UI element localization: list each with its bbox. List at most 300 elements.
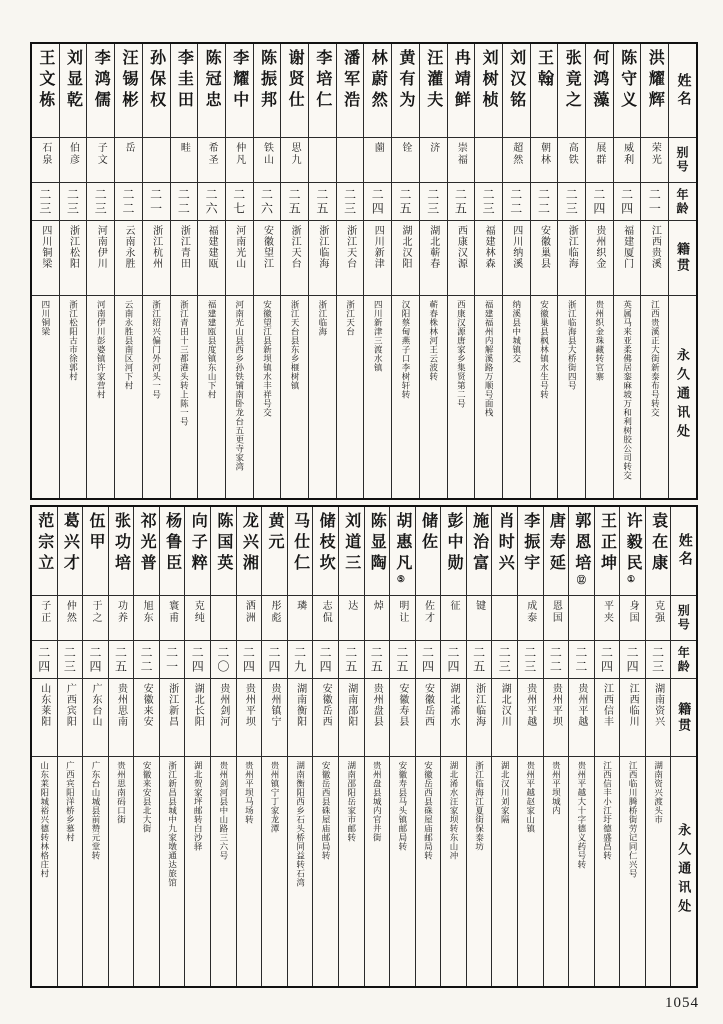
entry-alias: [226, 137, 253, 182]
entry-alias-text: 焯: [371, 600, 383, 612]
entry-age-text: 二七: [231, 187, 246, 216]
entry-age: [416, 640, 441, 678]
entry-address: [185, 756, 210, 986]
entry-origin: [87, 220, 114, 295]
entry-address: [646, 756, 671, 986]
entry-origin-text: 湖南资兴: [652, 683, 664, 727]
entry-origin-text: 浙江临海: [566, 225, 578, 269]
entry-column: [557, 44, 585, 498]
entry-name-text: 范宗立: [35, 512, 53, 575]
entry-origin-text: 安徽寿县: [396, 683, 408, 727]
entry-name-text: 向子粹: [189, 512, 207, 575]
entry-age: [185, 640, 210, 678]
entry-age: [32, 640, 57, 678]
entry-name-text: 何鸿藻: [590, 49, 608, 112]
entry-address: [467, 756, 492, 986]
entry-origin-text: 四川铜梁: [39, 225, 51, 269]
entry-origin-text: 湖南邵阳: [345, 683, 357, 727]
entry-address: [558, 295, 585, 498]
entry-origin-text: 福建林森: [483, 225, 495, 269]
entry-age: [134, 640, 159, 678]
entry-name: [595, 507, 620, 595]
entry-alias-text: 键: [473, 600, 485, 612]
entry-address: [531, 295, 558, 498]
entry-address: [226, 295, 253, 498]
entry-alias: [492, 595, 517, 640]
entry-name: [339, 507, 364, 595]
entry-origin: [365, 678, 390, 756]
entry-alias-text: 寰甫: [166, 600, 178, 624]
entry-origin-text: 福建厦门: [621, 225, 633, 269]
entry-alias: [262, 595, 287, 640]
entry-address-text: 浙江天台县东乡榧树镇: [290, 300, 301, 390]
entry-alias-text: 朝林: [538, 142, 550, 166]
entry-age-text: 二二: [176, 187, 191, 216]
entry-name-text: 汪锡彬: [119, 49, 137, 112]
entry-address-text: 贵州思南码口街: [116, 761, 127, 824]
entry-address: [503, 295, 530, 498]
entry-alias: [365, 595, 390, 640]
entry-age-text: 二四: [619, 187, 634, 216]
entry-name-text: 马仕仁: [291, 512, 309, 575]
entry-age-text: 二三: [564, 187, 579, 216]
entry-name: [390, 507, 415, 595]
entry-name: [392, 44, 419, 137]
entry-address: [392, 295, 419, 498]
entry-age: [518, 640, 543, 678]
column-header-alias-text: 别号: [676, 604, 691, 632]
entry-address: [58, 756, 83, 986]
entry-name-text: 陈守义: [618, 49, 636, 112]
entry-age: [115, 182, 142, 220]
entry-origin: [467, 678, 492, 756]
entry-age: [558, 182, 585, 220]
entry-age: [83, 640, 108, 678]
entry-origin: [83, 678, 108, 756]
footnote-mark: ⑤: [396, 575, 407, 585]
entry-origin: [646, 678, 671, 756]
column-header-name-text: 姓名: [675, 72, 691, 109]
entry-address: [595, 756, 620, 986]
entry-origin: [558, 220, 585, 295]
entry-origin-text: 贵州平越: [575, 683, 587, 727]
entry-column: [640, 44, 668, 498]
entry-address: [620, 756, 645, 986]
entry-alias-text: 仲然: [64, 600, 76, 624]
entry-age: [544, 640, 569, 678]
entry-age: [237, 640, 262, 678]
entry-alias-text: 展群: [593, 142, 605, 166]
entry-address-text: 西康汉源唐家乡集贤第二号: [456, 300, 467, 408]
entry-address: [420, 295, 447, 498]
entry-alias-text: 铨: [399, 142, 411, 154]
entry-origin: [620, 678, 645, 756]
entry-address-text: 贵州平越大十字德义药号转: [576, 761, 587, 869]
entry-address-text: 贵州镇宁丁家龙潭: [269, 761, 280, 833]
entry-origin: [337, 220, 364, 295]
entry-address: [254, 295, 281, 498]
entry-origin: [32, 220, 59, 295]
entry-age-text: 二一: [148, 187, 163, 216]
entry-alias: [309, 137, 336, 182]
entry-column: [287, 507, 313, 986]
entry-age-text: 二四: [241, 645, 256, 674]
entry-name: [337, 44, 364, 137]
entry-origin: [254, 220, 281, 295]
entry-column: [391, 44, 419, 498]
entry-origin-text: 安徽岳西: [422, 683, 434, 727]
entry-name: [211, 507, 236, 595]
entry-address: [211, 756, 236, 986]
entry-address-text: 四川铜梁: [40, 300, 51, 336]
entry-address: [143, 295, 170, 498]
entry-alias-text: 洒洲: [243, 600, 255, 624]
entry-alias-text: 恩国: [550, 600, 562, 624]
entry-column: [474, 44, 502, 498]
entry-age-text: 二六: [204, 187, 219, 216]
entry-address-text: 湖北浠水汪家坝转东山冲: [449, 761, 460, 860]
entry-column: [312, 507, 338, 986]
entry-age-text: 二二: [548, 645, 563, 674]
entry-alias-text: 石泉: [39, 142, 51, 166]
entry-address-text: 湖南衡阳西乡石头桥同益转石湾: [295, 761, 306, 887]
entry-age-text: 二三: [522, 645, 537, 674]
entry-origin-text: 湖北汉阳: [399, 225, 411, 269]
entry-name-text: 潘军浩: [341, 49, 359, 112]
entry-name: [87, 44, 114, 137]
entry-origin-text: 贵州盘县: [371, 683, 383, 727]
entry-address-text: 浙江临海县大桥街四号: [567, 300, 578, 390]
entry-origin: [32, 678, 57, 756]
entry-age-text: 二四: [420, 645, 435, 674]
entry-name: [109, 507, 134, 595]
entry-name-text: 张竟之: [563, 49, 581, 112]
entry-address-text: 汉阳蔡甸燕子口李树轩转: [400, 300, 411, 399]
entry-address-text: 蕲春株林河王云波转: [428, 300, 439, 381]
entry-age-text: 二五: [369, 645, 384, 674]
entry-address: [160, 756, 185, 986]
entry-name-text: 李鸿儒: [92, 49, 110, 112]
bottom-table: [30, 505, 698, 988]
entry-address: [313, 756, 338, 986]
entry-name-text: 陈冠忠: [203, 49, 221, 112]
entry-name: [313, 507, 338, 595]
entry-address: [518, 756, 543, 986]
entry-name-text: 刘树桢: [480, 49, 498, 112]
entry-column: [364, 507, 390, 986]
column-header-alias: [671, 595, 696, 640]
entry-name: [309, 44, 336, 137]
entry-address-text: 安徽望江县新坝镇水丰祥号交: [262, 300, 273, 417]
entry-address: [83, 756, 108, 986]
entry-name-text: 葛兴才: [61, 512, 79, 575]
entry-origin-text: 贵州思南: [115, 683, 127, 727]
entry-origin-text: 湖南衡阳: [294, 683, 306, 727]
entry-name-text: 郭恩培⑫: [572, 512, 590, 584]
entry-age: [614, 182, 641, 220]
entry-address-text: 湖南资兴渡头市: [653, 761, 664, 824]
entry-column: [568, 507, 594, 986]
entry-age-text: 二二: [573, 645, 588, 674]
entry-alias: [32, 595, 57, 640]
entry-address: [309, 295, 336, 498]
entry-alias-text: 济: [427, 142, 439, 154]
entry-alias-text: 思九: [289, 142, 301, 166]
entry-address: [32, 295, 59, 498]
entry-name-text: 汪灌夫: [424, 49, 442, 112]
entry-origin: [544, 678, 569, 756]
entry-name: [646, 507, 671, 595]
entry-name-text: 彭中勋: [445, 512, 463, 575]
entry-address-text: 安徽寿县马头镇邮局转: [397, 761, 408, 851]
entry-name: [281, 44, 308, 137]
entry-column: [210, 507, 236, 986]
entry-alias: [420, 137, 447, 182]
entry-alias: [87, 137, 114, 182]
entry-alias: [620, 595, 645, 640]
column-header-origin: [671, 678, 696, 756]
entry-alias-text: 成泰: [524, 600, 536, 624]
entry-address: [337, 295, 364, 498]
entry-origin: [313, 678, 338, 756]
entry-column: [114, 44, 142, 498]
entry-column: [32, 507, 57, 986]
entry-age-text: 二三: [650, 645, 665, 674]
entry-age-text: 二一: [164, 645, 179, 674]
entry-address-text: 贵州平坝城内: [551, 761, 562, 815]
entry-alias: [544, 595, 569, 640]
entry-address-text: 河南伊川彭婆镇许家营村: [96, 300, 107, 399]
entry-column: [159, 507, 185, 986]
entry-address-text: 浙江松阳古市徐郭村: [68, 300, 79, 381]
entry-alias-text: 子正: [38, 600, 50, 624]
entry-origin-text: 安徽巢县: [538, 225, 550, 269]
entry-address-text: 安徽岳西县硃屋庙邮局转: [423, 761, 434, 860]
entry-origin-text: 浙江临海: [473, 683, 485, 727]
entry-age-text: 二二: [508, 187, 523, 216]
entry-column: [236, 507, 262, 986]
entry-name-text: 洪耀辉: [646, 49, 664, 112]
entry-address-text: 贵州平坝马场转: [244, 761, 255, 824]
page-number: 1054: [665, 995, 699, 1011]
entry-origin: [262, 678, 287, 756]
entry-origin-text: 江西临川: [627, 683, 639, 727]
entry-address: [109, 756, 134, 986]
entry-name-text: 孙保权: [147, 49, 165, 112]
entry-origin: [281, 220, 308, 295]
column-header-age-text: 年龄: [676, 645, 691, 674]
entry-address: [475, 295, 502, 498]
entry-alias: [614, 137, 641, 182]
entry-alias-text: 达: [345, 600, 357, 612]
entry-age-text: 二三: [93, 187, 108, 216]
entry-alias-text: 荣光: [649, 142, 661, 166]
entry-address: [262, 756, 287, 986]
entry-alias: [558, 137, 585, 182]
entry-column: [419, 44, 447, 498]
entry-address: [134, 756, 159, 986]
entry-name-text: 黄有为: [396, 49, 414, 112]
entry-name: [441, 507, 466, 595]
entry-name: [254, 44, 281, 137]
entry-address: [171, 295, 198, 498]
entry-column: [225, 44, 253, 498]
entry-age: [337, 182, 364, 220]
entry-address-text: 安徽来安县北大街: [142, 761, 153, 833]
entry-name-text: 胡惠凡⑤: [393, 512, 411, 585]
entry-age: [441, 640, 466, 678]
entry-origin: [339, 678, 364, 756]
entry-age: [364, 182, 391, 220]
top-table: [30, 42, 698, 500]
entry-alias: [339, 595, 364, 640]
entry-address-text: 浙江天台: [345, 300, 356, 336]
entry-name-text: 刘显乾: [64, 49, 82, 112]
entry-alias: [115, 137, 142, 182]
column-header-name-text: 姓名: [676, 533, 692, 569]
entry-origin: [569, 678, 594, 756]
entry-alias: [143, 137, 170, 182]
entry-age: [254, 182, 281, 220]
entry-address-text: 江西临川腾桥街劳记同仁兴号: [628, 761, 639, 878]
entry-column: [530, 44, 558, 498]
header-column: [670, 507, 696, 986]
entry-age: [171, 182, 198, 220]
entry-age: [313, 640, 338, 678]
entry-age-text: 二二: [139, 645, 154, 674]
entry-age-text: 二九: [292, 645, 307, 674]
entry-alias: [337, 137, 364, 182]
entry-alias-text: 志侃: [320, 600, 332, 624]
column-header-alias-text: 别号: [675, 146, 690, 174]
entry-age: [586, 182, 613, 220]
entry-name-text: 王文栋: [36, 49, 54, 112]
entry-name: [143, 44, 170, 137]
entry-alias: [364, 137, 391, 182]
entry-name: [492, 507, 517, 595]
entry-name-text: 刘汉铭: [507, 49, 525, 112]
entry-origin: [492, 678, 517, 756]
entry-column: [32, 44, 59, 498]
entry-alias: [392, 137, 419, 182]
entry-column: [613, 44, 641, 498]
entry-alias: [503, 137, 530, 182]
entry-age: [262, 640, 287, 678]
entry-address: [115, 295, 142, 498]
entry-name: [198, 44, 225, 137]
entry-address: [641, 295, 668, 498]
entry-address-text: 福建建瓯县度镇东山下村: [207, 300, 218, 399]
entry-alias: [171, 137, 198, 182]
entry-column: [308, 44, 336, 498]
entry-name-text: 龙兴湘: [240, 512, 258, 575]
entry-column: [338, 507, 364, 986]
entry-origin-text: 湖北汉川: [499, 683, 511, 727]
entry-origin-text: 湖北浠水: [448, 683, 460, 727]
entry-address: [441, 756, 466, 986]
entry-name-text: 杨鲁臣: [163, 512, 181, 575]
entry-address-text: 英属马来亚柔佛居銮麻坡万和利树胶公司转交: [622, 300, 633, 480]
column-header-address: [669, 295, 696, 498]
entry-origin: [134, 678, 159, 756]
entry-origin: [58, 678, 83, 756]
entry-origin-text: 河南伊川: [95, 225, 107, 269]
entry-column: [585, 44, 613, 498]
entry-alias: [313, 595, 338, 640]
entry-alias: [416, 595, 441, 640]
entry-name-text: 陈显陶: [368, 512, 386, 575]
entry-alias: [58, 595, 83, 640]
entry-origin: [392, 220, 419, 295]
entry-name: [620, 507, 645, 595]
entry-column: [57, 507, 83, 986]
entry-alias-text: 岳: [122, 142, 134, 154]
entry-address: [416, 756, 441, 986]
entry-name-text: 李振宇: [521, 512, 539, 575]
entry-age-text: 二三: [481, 187, 496, 216]
entry-name: [134, 507, 159, 595]
entry-column: [645, 507, 671, 986]
entry-name-text: 陈国英: [214, 512, 232, 575]
entry-age-text: 二五: [397, 187, 412, 216]
entry-column: [363, 44, 391, 498]
entry-alias: [586, 137, 613, 182]
entry-name-text: 刘道三: [342, 512, 360, 575]
entry-age-text: 二六: [259, 187, 274, 216]
entry-column: [440, 507, 466, 986]
entry-age: [531, 182, 558, 220]
entry-origin: [109, 678, 134, 756]
entry-address: [448, 295, 475, 498]
entry-address-text: 广东台山城县前赞元堂转: [90, 761, 101, 860]
entry-origin-text: 浙江青田: [178, 225, 190, 269]
entry-name-text: 李耀中: [230, 49, 248, 112]
entry-column: [170, 44, 198, 498]
entry-age-text: 二四: [266, 645, 281, 674]
entry-origin-text: 云南永胜: [122, 225, 134, 269]
entry-address-text: 浙江青田十三都港头转上陈一号: [179, 300, 190, 426]
entry-origin-text: 湖北长阳: [192, 683, 204, 727]
entry-age: [641, 182, 668, 220]
entry-age-text: 二三: [62, 645, 77, 674]
entry-alias: [109, 595, 134, 640]
entry-alias: [198, 137, 225, 182]
entry-alias: [185, 595, 210, 640]
entry-age-text: 二二: [536, 187, 551, 216]
entry-age: [339, 640, 364, 678]
entry-age-text: 二五: [113, 645, 128, 674]
entry-age: [58, 640, 83, 678]
footnote-mark: ⑫: [575, 575, 586, 584]
entry-address-text: 浙江临海江夏街保泰坊: [474, 761, 485, 851]
entry-name-text: 许毅民①: [624, 512, 642, 585]
entry-name: [586, 44, 613, 137]
entry-age: [569, 640, 594, 678]
entry-address-text: 湖南邵阳岳家市邮转: [346, 761, 357, 842]
entry-alias: [641, 137, 668, 182]
entry-address: [281, 295, 308, 498]
entry-origin: [641, 220, 668, 295]
entry-address: [32, 756, 57, 986]
entry-name: [115, 44, 142, 137]
entry-alias-text: 于之: [89, 600, 101, 624]
entry-age: [467, 640, 492, 678]
entry-name: [448, 44, 475, 137]
entry-alias: [288, 595, 313, 640]
entry-name: [558, 44, 585, 137]
entry-column: [82, 507, 108, 986]
entry-age: [32, 182, 59, 220]
